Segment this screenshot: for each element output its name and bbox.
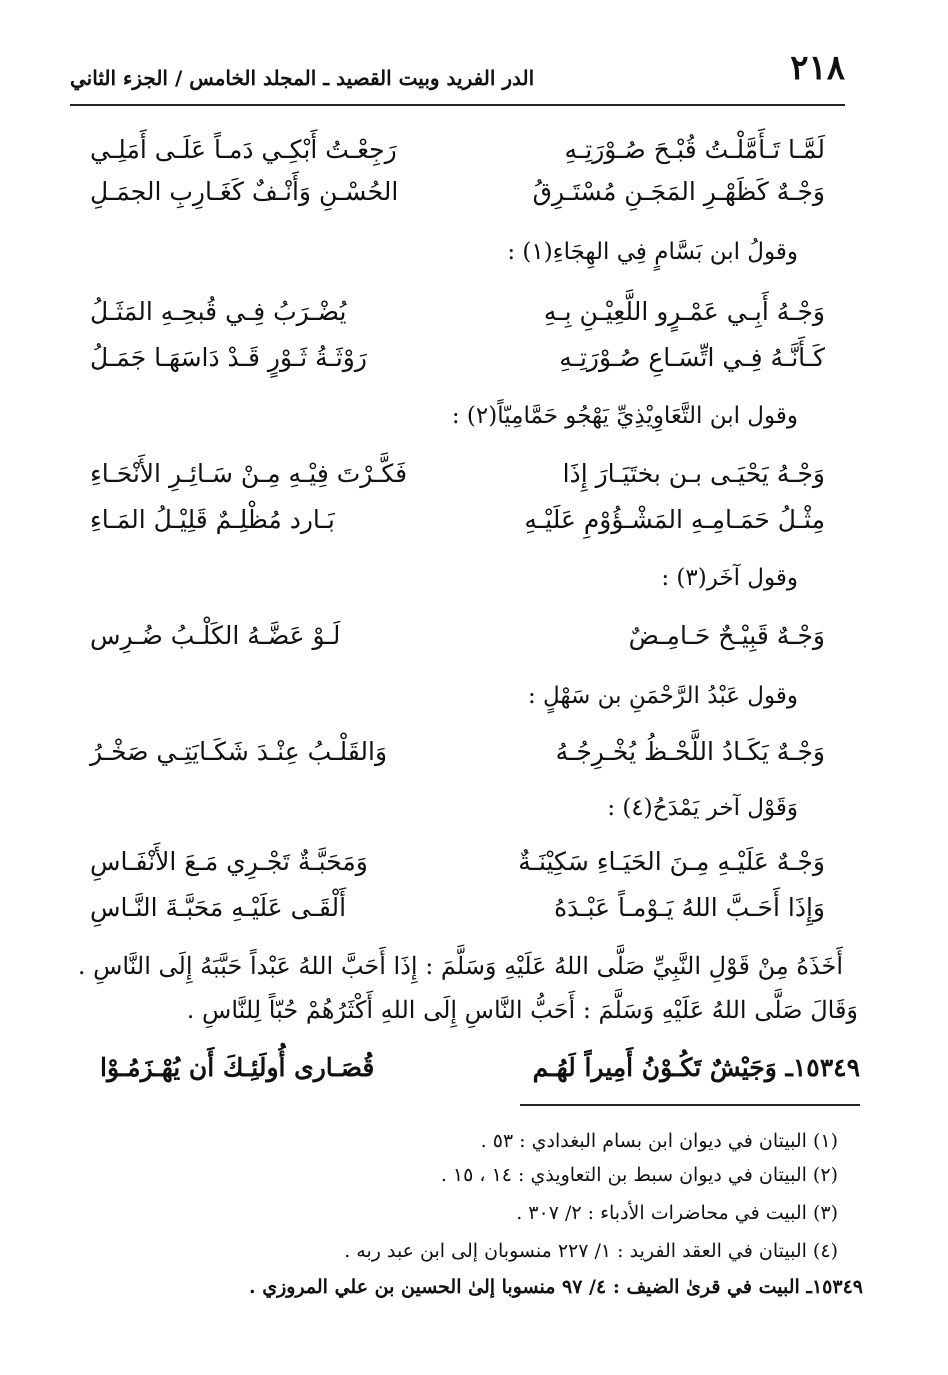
- verse-line: [90, 290, 825, 334]
- verse-first-hemistich: وَجْـهٌ كَظَهْـرِ المَجَـنِ مُسْتَـرِقُ: [532, 177, 825, 206]
- prose-line: وَقَالَ صَلَّى اللهُ عَلَيْهِ وَسَلَّمَ : أَحَبُّ النَّاسِ إِلَى اللهِ أَكْثَرُهُمْ حُبّاً لِلنَّاسِ .: [186, 996, 858, 1024]
- verse-first-hemistich: وَجْـهُ يَحْيَـى بـن بختَيَـارَ إِذَا: [562, 459, 825, 488]
- verse-line: [90, 128, 825, 172]
- entry-first-text: وَجَيْشٌ تَكُـوْنُ أَمِيراً لَهُـم: [532, 1053, 777, 1082]
- verse-second-hemistich: بَـارد مُظْلِـمٌ قَلِيْـلُ المَـاءِ: [90, 505, 335, 534]
- footnote: ١٥٣٤٩ـ البيت في قرىٰ الضيف : ٤/ ٩٧ منسوبا إلىٰ الحسين بن علي المروزي .: [248, 1276, 863, 1298]
- verse-first-hemistich: وَإِذَا أَحَـبَّ اللهُ يَـوْمـاً عَبْـدَهُ: [554, 893, 825, 922]
- footnote: (٣) البيت في محاضرات الأدباء : ٢/ ٣٠٧ .: [516, 1202, 838, 1224]
- footnote: (١) البيتان في ديوان ابن بسام البغدادي : ٥٣ .: [480, 1130, 838, 1152]
- running-title: الدر الفريد وبيت القصيد ـ المجلد الخامس / الجزء الثاني: [70, 66, 535, 90]
- entry-number: ١٥٣٤٩ـ: [785, 1053, 860, 1082]
- verse-intro: وقول عَبْدُ الرَّحْمَنِ بن سَهْلٍ :: [527, 683, 798, 709]
- verse-first-hemistich: كَـأَنَّـهُ فِـي اتِّسَـاعِ صُـوْرَتِـهِ: [559, 343, 825, 372]
- verse-first-hemistich: وَجْـهٌ عَلَيْـهِ مِـنَ الحَيَـاءِ سَكِيْنَـةٌ: [518, 847, 825, 876]
- verse-second-hemistich: يُضْـرَبُ فِـي قُبحِـهِ المَثَـلُ: [90, 297, 347, 326]
- verse-intro: وقول آخَر(٣) :: [661, 565, 798, 591]
- verse-first-hemistich: وَجْـهُ أَبِـي عَمْـرٍو اللَّعِيْـنِ بِـهِ: [543, 297, 825, 326]
- verse-first-hemistich: وَجْـهٌ يَكَـادُ اللَّحْـظُ يُخْـرِجُـهُ: [555, 737, 825, 766]
- verse-line: [90, 886, 825, 930]
- verse-second-hemistich: وَالقَلْـبُ عِنْـدَ شَكَـايَتِـي صَخْـرُ: [90, 737, 388, 766]
- page-header: [70, 48, 845, 100]
- page-number: ٢١٨: [790, 48, 845, 88]
- footnote: (٤) البيتان في العقد الفريد : ١/ ٢٢٧ منسوبان إلى ابن عبد ربه .: [344, 1240, 838, 1262]
- verse-second-hemistich: أَلْقَـى عَلَيْـهِ مَحَبَّـةَ النَّـاسِ: [90, 893, 347, 922]
- verse-second-hemistich: فَكَّـرْتَ فِيْـهِ مِـنْ سَـائِـرِ الأَنْحَـاءِ: [90, 459, 408, 488]
- verse-line: [90, 498, 825, 542]
- verse-intro: وقولُ ابن بَسَّامٍ فِي الهِجَاءِ(١) :: [507, 239, 798, 265]
- verse-second-hemistich: وَمَحَبَّـةٌ تَجْـرِي مَـعَ الأَنْفَـاسِ: [90, 847, 368, 876]
- verse-line: [90, 170, 825, 214]
- verse-line: [90, 452, 825, 496]
- numbered-verse-entry: [100, 1044, 860, 1092]
- verse-line: [90, 730, 825, 774]
- verse-second-hemistich: رَجِعْـتُ أَبْكِـي دَمـاً عَلَـى أَمَلِـي: [90, 135, 397, 164]
- verse-intro: وقول ابن التَّعَاوِيْذِيِّ يَهْجُو حَمَّامِيّاً(٢) :: [451, 403, 798, 429]
- verse-second-hemistich: رَوْثَـةُ ثَـوْرٍ قَـدْ دَاسَهَـا جَمَـلُ: [90, 343, 367, 372]
- verse-second-hemistich: الحُسْـنِ وَأَنْـفٌ كَغَـارِبِ الجمَـلِ: [90, 177, 399, 206]
- footnote-rule: [520, 1104, 860, 1106]
- verse-first-hemistich: وَجْـهٌ قَبِيْـحٌ حَـامِـضٌ: [628, 621, 825, 650]
- verse-line: [90, 336, 825, 380]
- footnote: (٢) البيتان في ديوان سبط بن التعاويذي : ١٤ ، ١٥ .: [440, 1164, 838, 1186]
- verse-first-hemistich: مِثْـلُ حَمَـامِـهِ المَشْـؤُوْمِ عَلَيْـهِ: [524, 505, 825, 534]
- entry-first-hemistich: [533, 1044, 860, 1092]
- entry-second-hemistich: قُصَـارى أُولَئِـكَ أَن يُهْـزَمُـوْا: [100, 1053, 375, 1082]
- verse-intro: وَقَوْل آخر يَمْدَحُ(٤) :: [607, 795, 798, 821]
- header-rule: [70, 104, 845, 106]
- prose-line: أَخَذَهُ مِنْ قَوْلِ النَّبِيِّ صَلَّى اللهُ عَلَيْهِ وَسَلَّمَ : إِذَا أَحَبَّ اللهُ عَبْداً حَبَّبَهُ إِلَى النَّاسِ .: [77, 952, 843, 980]
- verse-first-hemistich: لَمَّـا تَـأَمَّلْـتُ قُبْـحَ صُـوْرَتِـهِ: [564, 135, 825, 164]
- verse-second-hemistich: لَـوْ عَضَّـهُ الكَلْـبُ ضُـرِس: [90, 621, 341, 650]
- verse-line: [90, 840, 825, 884]
- verse-line: [90, 614, 825, 658]
